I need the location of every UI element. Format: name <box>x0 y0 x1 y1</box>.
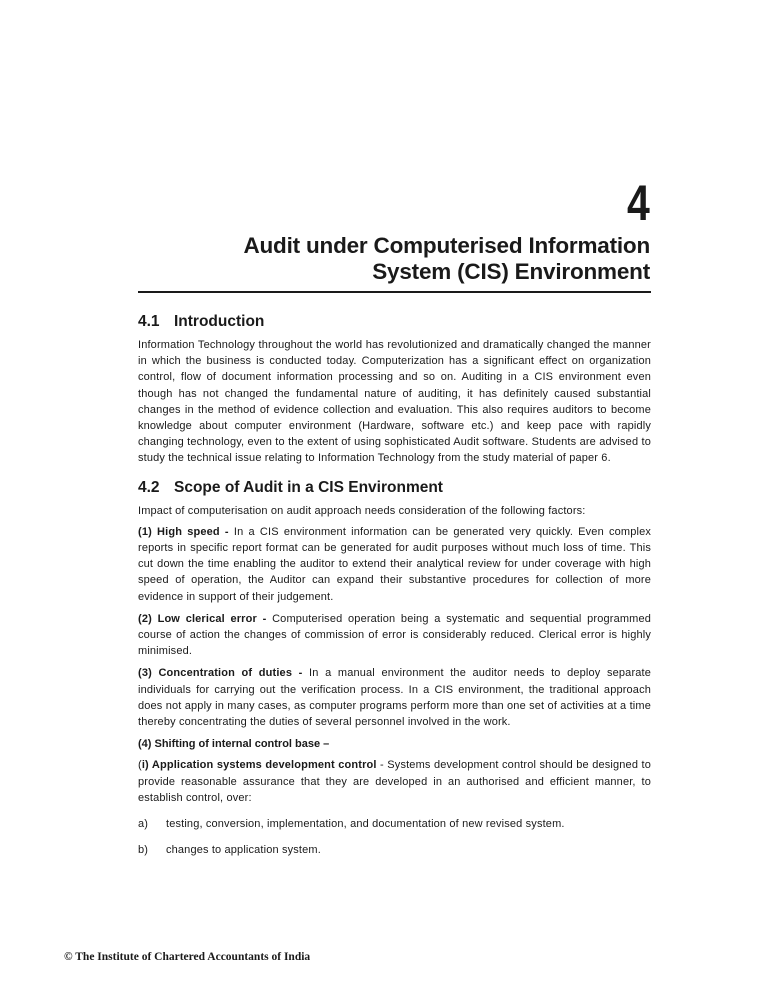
section-number: 4.2 <box>138 478 160 496</box>
factor-label: (3) Concentration of duties - <box>138 667 303 680</box>
subfactor-open-paren: ( <box>138 759 142 772</box>
chapter-title-line-1: Audit under Computerised Information <box>243 233 650 258</box>
section-heading-scope <box>138 478 651 498</box>
list-marker: b) <box>138 844 149 857</box>
chapter-title <box>150 233 650 285</box>
factor-concentration-of-duties <box>138 665 651 730</box>
list-item <box>138 842 651 858</box>
footer-copyright: © The Institute of Chartered Accountants of India <box>64 951 311 963</box>
factor-shifting-internal-control: (4) Shifting of internal control base – <box>138 738 330 751</box>
list-item-text: changes to application system. <box>166 844 321 857</box>
scope-lead-paragraph: Impact of computerisation on audit approach needs consideration of the following factors: <box>138 504 586 517</box>
list-item-text: testing, conversion, implementation, and documentation of new revised system. <box>166 818 565 831</box>
factor-text: In a CIS environment information can be generated very quickly. Even complex reports in specific report format can be generated for audit purposes without much loss of time. This cut down the time enabling the auditor to extend their analytical review for under coverage with high speed of operation, the Auditor can expand their substantive procedures for collection of more evidence in support of their judgement. <box>138 525 651 603</box>
factor-label: (1) High speed - <box>138 525 229 538</box>
factor-high-speed <box>138 524 651 605</box>
main-content <box>138 312 651 868</box>
section-title: Scope of Audit in a CIS Environment <box>174 478 443 496</box>
section-heading-introduction <box>138 312 651 332</box>
factor-text: Computerised operation being a systematic and sequential programmed course of action the changes of commission of error is considerably reduced. Clerical error is highly minimised. <box>138 612 651 658</box>
factor-low-clerical-error <box>138 611 651 660</box>
factor-label: (2) Low clerical error - <box>138 612 267 625</box>
section-title: Introduction <box>174 313 265 330</box>
factor-text: In a manual environment the auditor needs to deploy separate individuals for carrying out the verification process. In a CIS environment, the traditional approach does not apply in many cases, as computer programs perform more than one set of activities at a time thereby concentrating the duties of several personnel involved in the work. <box>138 667 652 729</box>
list-marker: a) <box>138 818 149 831</box>
chapter-number: 4 <box>627 175 650 231</box>
chapter-title-line-2: System (CIS) Environment <box>372 259 650 284</box>
introduction-paragraph: Information Technology throughout the world has revolutionized and dramatically changed the manner in which the business is conducted today. Computerization has a significant effect on organization control, flow of document information processing and so on. Auditing in a CIS environment even though has not changed the fundamental nature of auditing, it has definitely caused substantial changes in the method of evidence collection and evaluation. This also requires auditors to become knowledge about computer environment (Hardware, software etc.) and keep pace with rapidly changing technology, even to the extent of using sophisticated Audit software. Students are advised to study the technical issue relating to Information Technology from the study material of paper 6. <box>138 339 651 465</box>
subfactor-label: i) Application systems development control <box>141 759 377 772</box>
control-items-list <box>138 816 651 858</box>
list-item <box>138 816 651 832</box>
title-divider <box>138 291 651 293</box>
subfactor-text: - Systems development control should be designed to provide reasonable assurance that they are developed in an authorised and efficient manner, to establish control, over: <box>138 759 651 804</box>
section-number: 4.1 <box>138 313 160 330</box>
subfactor-application-systems-control <box>138 757 651 806</box>
